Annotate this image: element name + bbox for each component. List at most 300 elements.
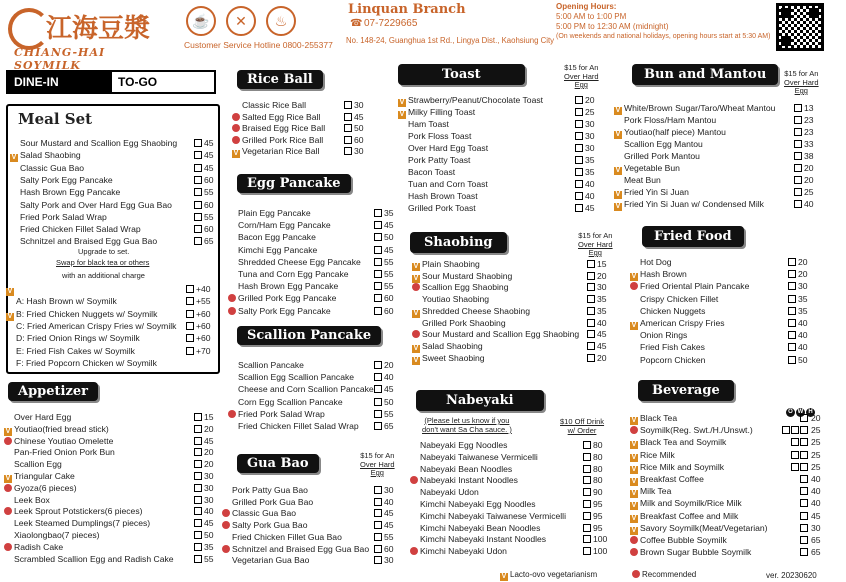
menu-item[interactable] xyxy=(630,523,768,535)
menu-item[interactable] xyxy=(398,191,478,202)
menu-item[interactable] xyxy=(412,353,485,365)
phone-number: 07-7229665 xyxy=(364,18,418,29)
menu-item[interactable] xyxy=(222,532,342,543)
menu-item-name: Pork Patty Gua Bao xyxy=(232,485,308,495)
menu-item-name: C: Fried American Crispy Fries w/ Soymilk xyxy=(16,320,177,331)
menu-item-price[interactable]: +70 xyxy=(186,346,211,357)
menu-item-price[interactable]: 95 xyxy=(583,511,603,522)
size-checkbox[interactable] xyxy=(800,414,808,422)
size-checkbox[interactable] xyxy=(800,463,808,471)
legend-rec xyxy=(632,570,696,579)
menu-item-price[interactable]: 40 xyxy=(575,191,595,202)
menu-item-name: Plain Egg Pancake xyxy=(238,208,311,218)
menu-item-price[interactable]: 25 xyxy=(575,107,595,118)
menu-item-price[interactable]: 30 xyxy=(194,495,214,506)
menu-item[interactable] xyxy=(412,271,512,283)
menu-item[interactable] xyxy=(228,397,343,408)
menu-item[interactable] xyxy=(10,212,107,223)
menu-item[interactable] xyxy=(4,542,63,553)
menu-item-price[interactable]: 35 xyxy=(575,167,595,178)
menu-item-price[interactable]: 45 xyxy=(194,138,214,149)
menu-item-price[interactable]: 60 xyxy=(194,224,214,235)
menu-item[interactable] xyxy=(410,440,507,451)
menu-item[interactable] xyxy=(630,318,725,330)
veg-mark-icon: V xyxy=(615,131,621,138)
menu-item-name: Rice Milk xyxy=(640,449,675,460)
menu-item-price[interactable]: 20 xyxy=(575,95,595,106)
menu-item[interactable] xyxy=(4,483,77,494)
menu-item-name: Grilled Pork Gua Bao xyxy=(232,496,314,507)
menu-item[interactable] xyxy=(410,523,540,534)
menu-item[interactable] xyxy=(398,143,488,154)
menu-item[interactable] xyxy=(6,346,135,357)
menu-item-price[interactable]: 55 xyxy=(374,269,394,280)
menu-item-price[interactable]: 45 xyxy=(194,150,214,161)
menu-item[interactable] xyxy=(398,203,476,214)
menu-item-price[interactable]: +60 xyxy=(186,333,211,344)
menu-item-price[interactable]: 35 xyxy=(788,306,808,317)
menu-item[interactable] xyxy=(630,355,705,366)
menu-item[interactable] xyxy=(398,107,475,119)
size-checkboxes[interactable] xyxy=(782,535,821,546)
menu-item[interactable] xyxy=(412,282,508,293)
size-checkboxes[interactable] xyxy=(782,547,821,558)
menu-item-name: Brown Sugar Bubble Soymilk xyxy=(640,547,752,558)
size-checkbox[interactable] xyxy=(800,438,808,446)
menu-item[interactable] xyxy=(630,330,687,341)
menu-item[interactable] xyxy=(398,179,488,190)
menu-item-name: E: Fried Fish Cakes w/ Soymilk xyxy=(16,345,135,356)
menu-item[interactable] xyxy=(4,471,75,483)
menu-item-price[interactable]: 45 xyxy=(374,384,394,395)
menu-item-price[interactable]: 20 xyxy=(794,163,814,174)
menu-item-name: Fried Chicken Fillet Salad Wrap xyxy=(238,421,359,431)
menu-item[interactable] xyxy=(614,103,775,115)
menu-item-name: Kimchi Egg Pancake xyxy=(238,244,318,255)
menu-item-price[interactable]: 55 xyxy=(374,409,394,420)
menu-item[interactable] xyxy=(228,257,361,268)
menu-item[interactable] xyxy=(410,464,512,475)
menu-item-name: B: Fried Chicken Nuggets w/ Soymilk xyxy=(16,308,158,319)
menu-item[interactable] xyxy=(398,167,455,178)
menu-item-price[interactable]: 30 xyxy=(587,282,607,293)
menu-item[interactable] xyxy=(630,535,727,546)
menu-item[interactable] xyxy=(228,281,338,292)
menu-item[interactable] xyxy=(228,360,304,371)
menu-item[interactable] xyxy=(232,112,320,123)
menu-item[interactable] xyxy=(222,520,307,531)
menu-item-name: Corn Egg Scallion Pancake xyxy=(238,396,343,407)
menu-item[interactable] xyxy=(222,555,309,566)
size-checkbox[interactable] xyxy=(800,512,808,520)
menu-item[interactable] xyxy=(222,497,313,508)
menu-item[interactable] xyxy=(630,257,672,268)
menu-item[interactable] xyxy=(4,436,113,447)
menu-item-price[interactable]: 95 xyxy=(583,523,603,534)
bun-note-1: $15 for An xyxy=(784,69,819,78)
menu-item[interactable] xyxy=(6,284,16,296)
size-checkbox[interactable] xyxy=(800,426,808,434)
size-checkbox[interactable] xyxy=(791,426,799,434)
menu-item-price[interactable]: 15 xyxy=(587,259,607,270)
recommended-mark-icon xyxy=(228,294,236,302)
tab-dine-in[interactable]: DINE-IN xyxy=(8,72,110,92)
menu-item-price[interactable]: +40 xyxy=(186,284,211,295)
size-checkboxes[interactable] xyxy=(782,498,821,509)
size-checkbox[interactable] xyxy=(791,438,799,446)
menu-item-price[interactable]: 45 xyxy=(374,245,394,256)
menu-item[interactable] xyxy=(614,175,661,186)
menu-item-price[interactable]: 20 xyxy=(194,447,214,458)
menu-item[interactable] xyxy=(630,474,704,486)
menu-item-price[interactable]: 80 xyxy=(583,440,603,451)
menu-item-price[interactable]: 55 xyxy=(194,554,214,565)
menu-item-name: Chicken Nuggets xyxy=(640,305,706,316)
size-checkbox[interactable] xyxy=(800,548,808,556)
size-checkboxes[interactable] xyxy=(782,462,821,473)
menu-item-price[interactable]: 65 xyxy=(374,421,394,432)
menu-item[interactable] xyxy=(412,306,530,318)
menu-item-price[interactable]: 60 xyxy=(194,200,214,211)
menu-item-price[interactable]: 95 xyxy=(583,499,603,510)
menu-item[interactable] xyxy=(10,163,84,174)
menu-item-price[interactable]: 55 xyxy=(194,212,214,223)
menu-item-price[interactable]: 30 xyxy=(575,143,595,154)
menu-item[interactable] xyxy=(614,139,703,150)
menu-item-price[interactable]: 40 xyxy=(374,497,394,508)
menu-item[interactable] xyxy=(630,486,671,498)
menu-item-price[interactable]: 50 xyxy=(788,355,808,366)
menu-item-price[interactable]: 38 xyxy=(794,151,814,162)
menu-item[interactable] xyxy=(614,127,726,139)
menu-item[interactable] xyxy=(4,530,100,541)
menu-item-price[interactable]: +60 xyxy=(186,321,211,332)
menu-item-price[interactable]: 23 xyxy=(794,127,814,138)
menu-item-price[interactable]: 40 xyxy=(194,506,214,517)
menu-item[interactable] xyxy=(614,163,680,175)
menu-item[interactable] xyxy=(228,384,374,395)
size-checkboxes[interactable] xyxy=(782,486,821,497)
menu-item[interactable] xyxy=(412,318,506,329)
lattice-icon: ✕ xyxy=(226,6,256,36)
menu-item-name: Rice Milk and Soymilk xyxy=(640,461,725,472)
menu-item[interactable] xyxy=(232,123,325,134)
menu-item-price[interactable]: 40 xyxy=(788,330,808,341)
size-checkboxes[interactable] xyxy=(782,437,821,448)
size-checkbox[interactable] xyxy=(782,426,790,434)
tab-to-go[interactable]: TO-GO xyxy=(110,72,214,92)
size-checkboxes[interactable] xyxy=(782,413,821,424)
menu-item[interactable] xyxy=(228,208,311,219)
menu-item-price[interactable]: 35 xyxy=(587,306,607,317)
menu-item-price[interactable]: 45 xyxy=(587,329,607,340)
menu-item-name: Youtiao(half piece) Mantou xyxy=(624,127,726,137)
menu-item-price: 40 xyxy=(811,474,821,484)
menu-item[interactable] xyxy=(398,119,449,130)
menu-item[interactable] xyxy=(4,459,62,470)
menu-item[interactable] xyxy=(10,138,177,149)
menu-item[interactable] xyxy=(410,534,546,545)
recommended-mark-icon xyxy=(412,330,420,338)
size-checkbox[interactable] xyxy=(791,463,799,471)
menu-item-name: Black Tea and Soymilk xyxy=(640,437,727,448)
menu-item-price[interactable]: 60 xyxy=(374,306,394,317)
size-checkbox[interactable] xyxy=(800,499,808,507)
menu-item-price[interactable]: 20 xyxy=(788,257,808,268)
menu-item-price[interactable]: 35 xyxy=(194,542,214,553)
size-checkbox[interactable] xyxy=(800,487,808,495)
menu-item-price[interactable]: 45 xyxy=(194,436,214,447)
menu-item[interactable] xyxy=(410,487,479,498)
menu-item[interactable] xyxy=(6,309,157,321)
menu-item[interactable] xyxy=(630,450,675,462)
menu-item-price[interactable]: 20 xyxy=(194,459,214,470)
menu-item[interactable] xyxy=(6,358,157,369)
menu-item[interactable] xyxy=(4,412,71,423)
menu-item[interactable] xyxy=(630,342,705,353)
menu-item-price[interactable]: 45 xyxy=(587,341,607,352)
menu-item-name: Fried Yin Si Juan w/ Condensed Milk xyxy=(624,199,764,209)
menu-item[interactable] xyxy=(228,372,354,383)
menu-item-price[interactable]: 35 xyxy=(374,208,394,219)
menu-item[interactable] xyxy=(630,413,677,425)
menu-item-price[interactable]: 40 xyxy=(788,318,808,329)
legend-veg xyxy=(500,570,597,581)
menu-item-price[interactable]: 30 xyxy=(575,119,595,130)
menu-item[interactable] xyxy=(4,447,115,458)
menu-item-price[interactable]: 35 xyxy=(788,294,808,305)
menu-item-price[interactable]: 60 xyxy=(374,544,394,555)
size-checkboxes[interactable] xyxy=(782,450,821,461)
menu-item[interactable] xyxy=(228,293,336,304)
menu-item[interactable] xyxy=(630,269,687,281)
menu-item[interactable] xyxy=(228,245,317,256)
menu-item-price[interactable]: 90 xyxy=(583,487,603,498)
menu-item[interactable] xyxy=(412,259,480,271)
menu-item-price[interactable]: 30 xyxy=(788,281,808,292)
menu-item[interactable] xyxy=(630,306,705,317)
menu-item-name: Pork Floss/Ham Mantou xyxy=(624,115,717,125)
hotline: Customer Service Hotline 0800-255377 xyxy=(184,40,333,50)
menu-item[interactable] xyxy=(228,220,331,231)
menu-item-price[interactable]: 30 xyxy=(194,483,214,494)
menu-item[interactable] xyxy=(412,329,579,340)
menu-item[interactable] xyxy=(222,508,296,519)
menu-item[interactable] xyxy=(630,547,751,558)
menu-item[interactable] xyxy=(630,462,724,474)
size-checkboxes[interactable] xyxy=(782,523,821,534)
menu-item-price[interactable]: 30 xyxy=(194,471,214,482)
menu-item-name: Hash Brown xyxy=(640,269,687,280)
menu-item[interactable] xyxy=(6,321,176,332)
menu-item[interactable] xyxy=(232,100,306,111)
menu-item-price[interactable]: 30 xyxy=(344,100,364,111)
menu-item[interactable] xyxy=(6,296,117,307)
menu-item[interactable] xyxy=(412,341,483,353)
scallion-pancake-title: Scallion Pancake xyxy=(237,326,381,345)
menu-item[interactable] xyxy=(10,236,157,247)
menu-item-price[interactable]: 50 xyxy=(374,232,394,243)
menu-item-price[interactable]: 23 xyxy=(794,115,814,126)
menu-item-price[interactable]: 20 xyxy=(587,353,607,364)
menu-item-price[interactable]: 80 xyxy=(583,475,603,486)
menu-item-price[interactable]: 33 xyxy=(794,139,814,150)
menu-item[interactable] xyxy=(232,135,323,146)
menu-item[interactable] xyxy=(630,511,738,523)
menu-item-price[interactable]: 40 xyxy=(794,199,814,210)
menu-item-price[interactable]: 40 xyxy=(374,372,394,383)
menu-item-price[interactable]: 25 xyxy=(794,187,814,198)
menu-item-price[interactable]: 35 xyxy=(575,155,595,166)
menu-item[interactable] xyxy=(4,506,143,517)
menu-item[interactable] xyxy=(228,306,331,317)
menu-item[interactable] xyxy=(228,269,349,280)
menu-item-price[interactable]: +60 xyxy=(186,309,211,320)
menu-item-price[interactable]: 20 xyxy=(374,360,394,371)
menu-item-name: Radish Cake xyxy=(14,541,64,552)
menu-item-name: Salty Pork Egg Pancake xyxy=(20,174,113,185)
menu-item[interactable] xyxy=(410,499,536,510)
menu-item-price[interactable]: 80 xyxy=(583,452,603,463)
size-w: W xyxy=(797,409,804,415)
menu-item-price[interactable]: 35 xyxy=(587,294,607,305)
size-checkbox[interactable] xyxy=(800,524,808,532)
cup-icon: ☕ xyxy=(186,6,216,36)
menu-item[interactable] xyxy=(630,498,742,510)
menu-item[interactable] xyxy=(410,475,518,486)
menu-item-price[interactable]: 50 xyxy=(344,123,364,134)
menu-item-price[interactable]: 100 xyxy=(583,546,607,557)
menu-item[interactable] xyxy=(412,294,489,305)
menu-item-price[interactable]: 45 xyxy=(344,112,364,123)
menu-item-name: Onion Rings xyxy=(640,330,688,341)
menu-item-price[interactable]: 45 xyxy=(374,520,394,531)
menu-item[interactable] xyxy=(222,485,308,496)
menu-item[interactable] xyxy=(10,175,113,186)
menu-item[interactable] xyxy=(10,150,81,162)
menu-item[interactable] xyxy=(228,409,325,420)
menu-item-price[interactable]: 100 xyxy=(583,534,607,545)
menu-item[interactable] xyxy=(630,294,718,305)
menu-item-name: Nabeyaki Instant Noodles xyxy=(420,475,518,486)
menu-item[interactable] xyxy=(630,425,753,436)
menu-item-price[interactable]: 55 xyxy=(374,281,394,292)
menu-item-price[interactable]: 40 xyxy=(575,179,595,190)
menu-item[interactable] xyxy=(4,554,174,565)
menu-item-price[interactable]: 30 xyxy=(374,485,394,496)
menu-item[interactable] xyxy=(6,333,140,344)
menu-item[interactable] xyxy=(228,232,316,243)
menu-item[interactable] xyxy=(410,546,507,557)
menu-item[interactable] xyxy=(614,199,764,211)
menu-item[interactable] xyxy=(398,131,471,142)
menu-item[interactable] xyxy=(4,495,50,506)
menu-item-price[interactable]: 50 xyxy=(374,397,394,408)
menu-item-name: Hash Brown Toast xyxy=(408,191,478,201)
size-checkbox[interactable] xyxy=(800,536,808,544)
menu-item-price[interactable]: 40 xyxy=(788,342,808,353)
menu-item-price[interactable]: 20 xyxy=(194,424,214,435)
menu-item[interactable] xyxy=(222,544,369,555)
menu-item[interactable] xyxy=(614,115,716,126)
menu-item-price[interactable]: 15 xyxy=(194,412,214,423)
menu-item[interactable] xyxy=(232,146,319,158)
menu-item-price[interactable]: 45 xyxy=(374,508,394,519)
menu-item-price[interactable]: 45 xyxy=(374,220,394,231)
recommended-mark-icon xyxy=(410,476,418,484)
menu-item-price[interactable]: 60 xyxy=(344,135,364,146)
menu-item[interactable] xyxy=(398,155,470,166)
menu-item-price[interactable]: 20 xyxy=(794,175,814,186)
menu-item-name: Salty Pork and Over Hard Egg Gua Bao xyxy=(20,199,172,210)
size-checkboxes[interactable] xyxy=(782,425,821,436)
menu-item-name: Breakfast Coffee and Milk xyxy=(640,510,739,521)
menu-item-price[interactable]: 65 xyxy=(194,236,214,247)
size-checkboxes[interactable] xyxy=(782,474,821,485)
menu-item-price[interactable]: +55 xyxy=(186,296,211,307)
menu-item-name: Strawberry/Peanut/Chocolate Toast xyxy=(408,95,544,105)
menu-item-price[interactable]: 60 xyxy=(374,293,394,304)
menu-item-price[interactable]: 45 xyxy=(194,163,214,174)
menu-item[interactable] xyxy=(410,511,566,522)
menu-item[interactable] xyxy=(4,424,109,436)
menu-item[interactable] xyxy=(398,95,543,107)
menu-item-price[interactable]: 30 xyxy=(344,146,364,157)
logo-circle-icon xyxy=(8,8,50,50)
menu-item-price[interactable]: 80 xyxy=(583,464,603,475)
order-type-tabs xyxy=(6,70,216,94)
qr-code[interactable] xyxy=(776,3,824,51)
menu-item[interactable] xyxy=(10,224,141,235)
menu-item[interactable] xyxy=(228,421,359,432)
menu-item-price[interactable]: 55 xyxy=(374,257,394,268)
menu-item-price[interactable]: 40 xyxy=(587,318,607,329)
menu-item-name: F: Fried Popcorn Chicken w/ Soymilk xyxy=(16,357,157,368)
veg-mark-icon: V xyxy=(631,453,637,461)
menu-item-price[interactable]: 45 xyxy=(575,203,595,214)
menu-item[interactable] xyxy=(614,151,700,162)
size-checkboxes[interactable] xyxy=(782,511,821,522)
menu-item-price[interactable]: 55 xyxy=(194,187,214,198)
menu-item-price[interactable]: 50 xyxy=(194,530,214,541)
size-checkbox[interactable] xyxy=(791,451,799,459)
menu-item[interactable] xyxy=(4,518,150,529)
menu-item-price: 65 xyxy=(811,547,821,558)
menu-item-name: Sour Mustard Shaobing xyxy=(422,270,513,281)
menu-item-name: Scallion Egg Mantou xyxy=(624,139,703,149)
legend-rec-label: Recommended xyxy=(642,570,697,579)
menu-item-price[interactable]: 20 xyxy=(587,271,607,282)
menu-item-price[interactable]: 30 xyxy=(575,131,595,142)
menu-item[interactable] xyxy=(630,437,726,449)
size-checkbox[interactable] xyxy=(800,451,808,459)
menu-item[interactable] xyxy=(410,452,538,463)
menu-item[interactable] xyxy=(10,200,172,211)
menu-item-price[interactable]: 45 xyxy=(194,518,214,529)
menu-item-price[interactable]: 30 xyxy=(374,555,394,566)
menu-item-name: Kimchi Nabeyaki Egg Noodles xyxy=(420,499,536,509)
menu-item[interactable] xyxy=(10,187,120,198)
menu-item-price[interactable]: 55 xyxy=(374,532,394,543)
menu-item-price[interactable]: 60 xyxy=(194,175,214,186)
menu-item-price[interactable]: 13 xyxy=(794,103,814,114)
menu-item-price[interactable]: 20 xyxy=(788,269,808,280)
size-checkbox[interactable] xyxy=(800,475,808,483)
recommended-mark-icon xyxy=(232,136,240,144)
menu-item[interactable] xyxy=(614,187,689,199)
menu-item-name: Youtiao(fried bread stick) xyxy=(14,423,109,434)
menu-item[interactable] xyxy=(630,281,749,292)
